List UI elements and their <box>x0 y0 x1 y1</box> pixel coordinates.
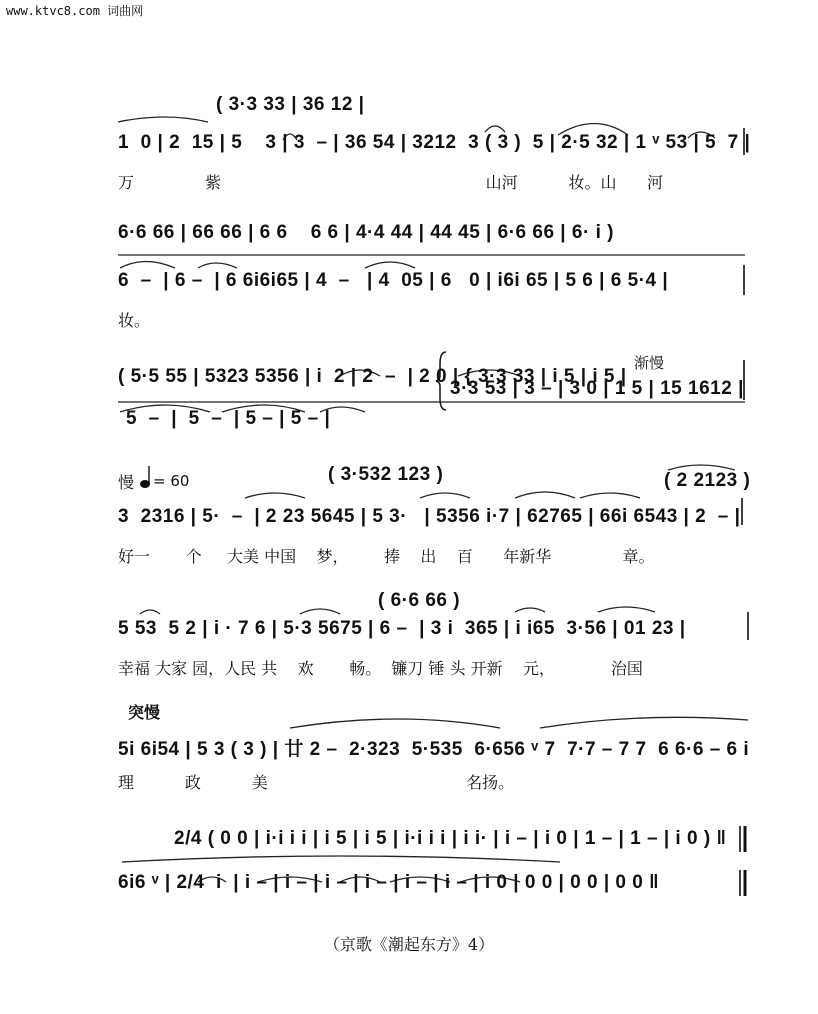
lyrics-line-4: 好一 个 大美 中国 梦， 捧 出 百 年新华 章。 <box>118 547 655 566</box>
score-line-4-intro: ( 3·532 123 ) <box>328 464 444 485</box>
lyrics-line-6: 理 政 美 名扬。 <box>118 773 515 792</box>
score-line-3-upper: ( 5·5 55 | 5323 5356 | i 2 | 2 – | 2 0 | { 3·3 33 | i 5 | i 5 | <box>118 366 627 387</box>
score-line-7-upper: 2/4 ( 0 0 | i·i i i | i 5 | i 5 | i·i i i | i i· | i – | i 0 | 1 – | 1 – | i 0 ) ‖ <box>174 828 727 849</box>
lyrics-line-2: 妆。 <box>118 311 151 330</box>
score-line-2-lower: 6 – | 6 – | 6 6i6i65 | 4 – | 4 05 | 6 0 | i6i 65 | 5 6 | 6 5·4 | <box>118 270 669 291</box>
tempo-marking-gradual: 渐慢 <box>634 354 665 372</box>
lyrics-line-5: 幸福 大家 园，人民 共 欢 畅。 镰刀 锤 头 开新 元， 治国 <box>118 659 643 678</box>
score-line-4-end: ( 2 2123 ) <box>664 470 751 491</box>
score-line-3-lower: 5 – | 5 – | 5 – | 5 – | <box>126 408 331 429</box>
score-line-3-middle: 3·3 53 | 3 – | 3 0 | 1 5 | 15 1612 | <box>450 378 744 399</box>
tempo-marking-slow: 慢 <box>118 473 135 492</box>
score-line-7-lower: 6i6 ᵛ | 2/4 i | i – | i – | i – | i – | i – | i – | i 0 | 0 0 | 0 0 | 0 0 ‖ <box>118 872 660 893</box>
tempo-value: = 60 <box>153 472 190 490</box>
tempo-marking-sudden: 突慢 <box>128 703 161 722</box>
score-line-1: 1 0 | 2 15 | 5 3 | 3 – | 36 54 | 3212 3 ( 3 ) 5 | 2·5 32 | 1 ᵛ 53 | 5 7 | <box>118 132 751 153</box>
lyrics-line-1: 万 紫 山河 妆。山 河 <box>118 173 664 192</box>
score-line-1-intro: ( 3·3 33 | 36 12 | <box>216 94 365 115</box>
score-line-6: 5i 6i54 | 5 3 ( 3 ) | 廿 2 – 2·323 5·535 6·656 ᵛ 7 7·7 – 7 7 6 6·6 – 6 i <box>118 739 750 760</box>
site-header: www.ktvc8.com 词曲网 <box>6 4 144 18</box>
page-footer: （京歌《潮起东方》4） <box>323 935 495 954</box>
score-line-5: 5 53 5 2 | i · 7 6 | 5·3 5675 | 6 – | 3 i 365 | i i65 3·56 | 01 23 | <box>118 618 686 639</box>
score-line-4: 3 2316 | 5· – | 2 23 5645 | 5 3· | 5356 i·7 | 62765 | 66i 6543 | 2 – | <box>118 506 741 527</box>
score-line-2-upper: 6·6 66 | 66 66 | 6 6 6 6 | 4·4 44 | 44 45 | 6·6 66 | 6· i ) <box>118 222 614 243</box>
score-line-5-intro: ( 6·6 66 ) <box>378 590 461 611</box>
